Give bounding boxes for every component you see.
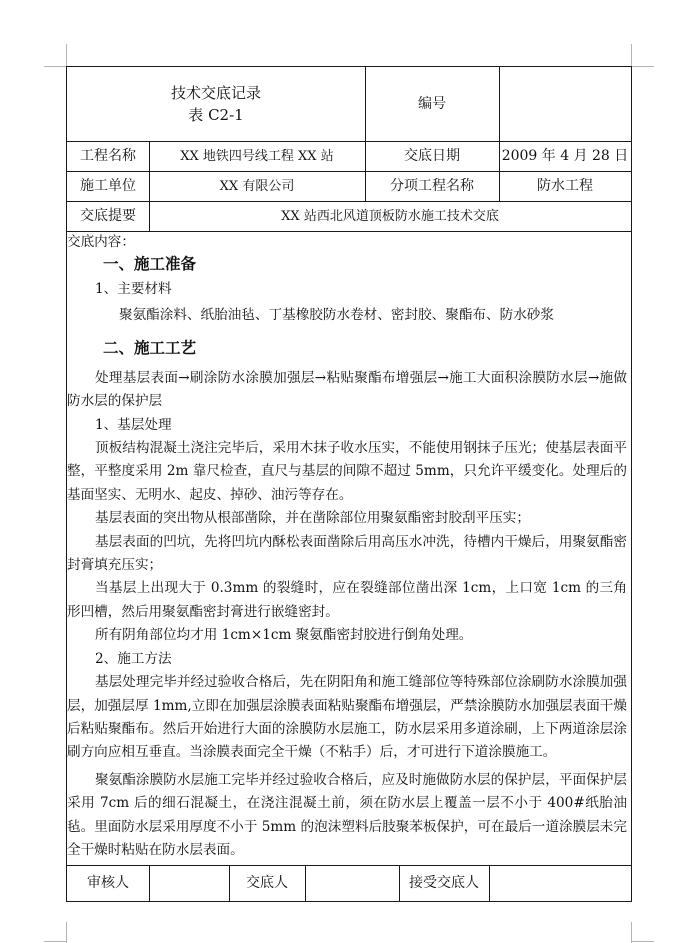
project-name-value: XX 地铁四号线工程 XX 站 [180, 148, 334, 164]
summary-value: XX 站西北风道顶板防水施工技术交底 [281, 208, 499, 224]
form-title: 技术交底记录 [170, 84, 261, 102]
crop-mark [44, 941, 66, 942]
crop-mark [66, 922, 67, 943]
content-intro: 交底内容： [67, 234, 135, 250]
contractor-value: XX 有限公司 [219, 178, 295, 194]
number-value [499, 67, 631, 141]
subheading-construction-method: 2、施工方法 [95, 650, 172, 667]
section-heading-preparation: 一、施工准备 [103, 254, 197, 273]
crop-mark [632, 66, 654, 67]
crop-mark [631, 922, 632, 943]
discloser-label: 交底人 [246, 875, 288, 891]
date-value: 2009 年 4 月 28 日 [501, 148, 629, 164]
subheading-base-treatment: 1、基层处理 [95, 416, 172, 433]
number-label: 编号 [418, 96, 446, 112]
section-heading-process: 二、施工工艺 [103, 337, 197, 357]
paragraph: 基层表面的凹坑，先将凹坑内酥松表面凿除后用高压水冲洗，待槽内干燥后，用聚氨酯密封膏填充压实； [67, 533, 627, 574]
form-code: 表 C2-1 [188, 106, 244, 124]
crop-mark [66, 44, 67, 66]
date-label: 交底日期 [404, 148, 460, 164]
disclosure-form [66, 66, 632, 902]
materials-list: 聚氨酯涂料、纸胎油毡、丁基橡胶防水卷材、密封胶、聚酯布、防水砂浆 [119, 307, 554, 324]
project-name-label: 工程名称 [80, 148, 136, 164]
crop-mark [44, 66, 66, 67]
disclosure-content [67, 233, 631, 865]
crop-mark [632, 941, 654, 942]
summary-label: 交底提要 [80, 208, 136, 224]
paragraph: 基层处理完毕并经过验收合格后，先在阴阳角和施工缝部位等特殊部位涂刷防水涂膜加强层，加强层厚 1mm,立即在加强层涂膜表面粘贴聚酯布增强层，严禁涂膜防水加强层表面干燥后粘贴聚酯布。然后开始进行大面的涂膜防水层施工，防水层采用多道涂刷，上下两道涂层涂刷方向应相互垂直。当涂膜表面完全干燥（不粘手）后，才可进行下道涂膜施工。 [67, 674, 627, 761]
paragraph: 基层表面的突出物从根部凿除，并在凿除部位用聚氨酯密封胶刮平压实； [95, 510, 530, 527]
paragraph: 顶板结构混凝土浇注完毕后，采用木抹子收水压实，不能使用钢抹子压光；使基层表面平整，平整度采用 2m 靠尺检查，直尺与基层的间隙不超过 5mm，只允许平缓变化。处理后的基面坚实、无明水、起皮、掉砂、油污等存在。 [67, 440, 627, 503]
subheading-materials: 1、主要材料 [95, 281, 172, 297]
reviewer-label: 审核人 [87, 875, 129, 891]
paragraph: 聚氨酯涂膜防水层施工完毕并经过验收合格后，应及时施做防水层的保护层，平面保护层采用 7cm 后的细石混凝土，在浇注混凝土前，须在防水层上覆盖一层不小于 400#纸胎油毡。里面防水层采用厚度不小于 5mm 的泡沫塑料后肢聚苯板保护，可在最后一道涂膜层未完全干燥时粘贴在防水层表面。 [67, 771, 627, 858]
crop-mark [631, 44, 632, 66]
form-title-block [67, 67, 365, 141]
paragraph: 当基层上出现大于 0.3mm 的裂缝时，应在裂缝部位凿出深 1cm，上口宽 1cm 的三角形凹槽，然后用聚氨酯密封膏进行嵌缝密封。 [67, 580, 627, 620]
receiver-label: 接受交底人 [409, 875, 479, 891]
subproject-label: 分项工程名称 [390, 178, 474, 194]
paragraph: 所有阴角部位均才用 1cm×1cm 聚氨酯密封胶进行倒角处理。 [95, 627, 473, 644]
process-flow: 处理基层表面→刷涂防水涂膜加强层→粘贴聚酯布增强层→施工大面积涂膜防水层→施做防水层的保护层 [67, 369, 627, 410]
subproject-value: 防水工程 [537, 178, 593, 194]
contractor-label: 施工单位 [80, 178, 136, 194]
